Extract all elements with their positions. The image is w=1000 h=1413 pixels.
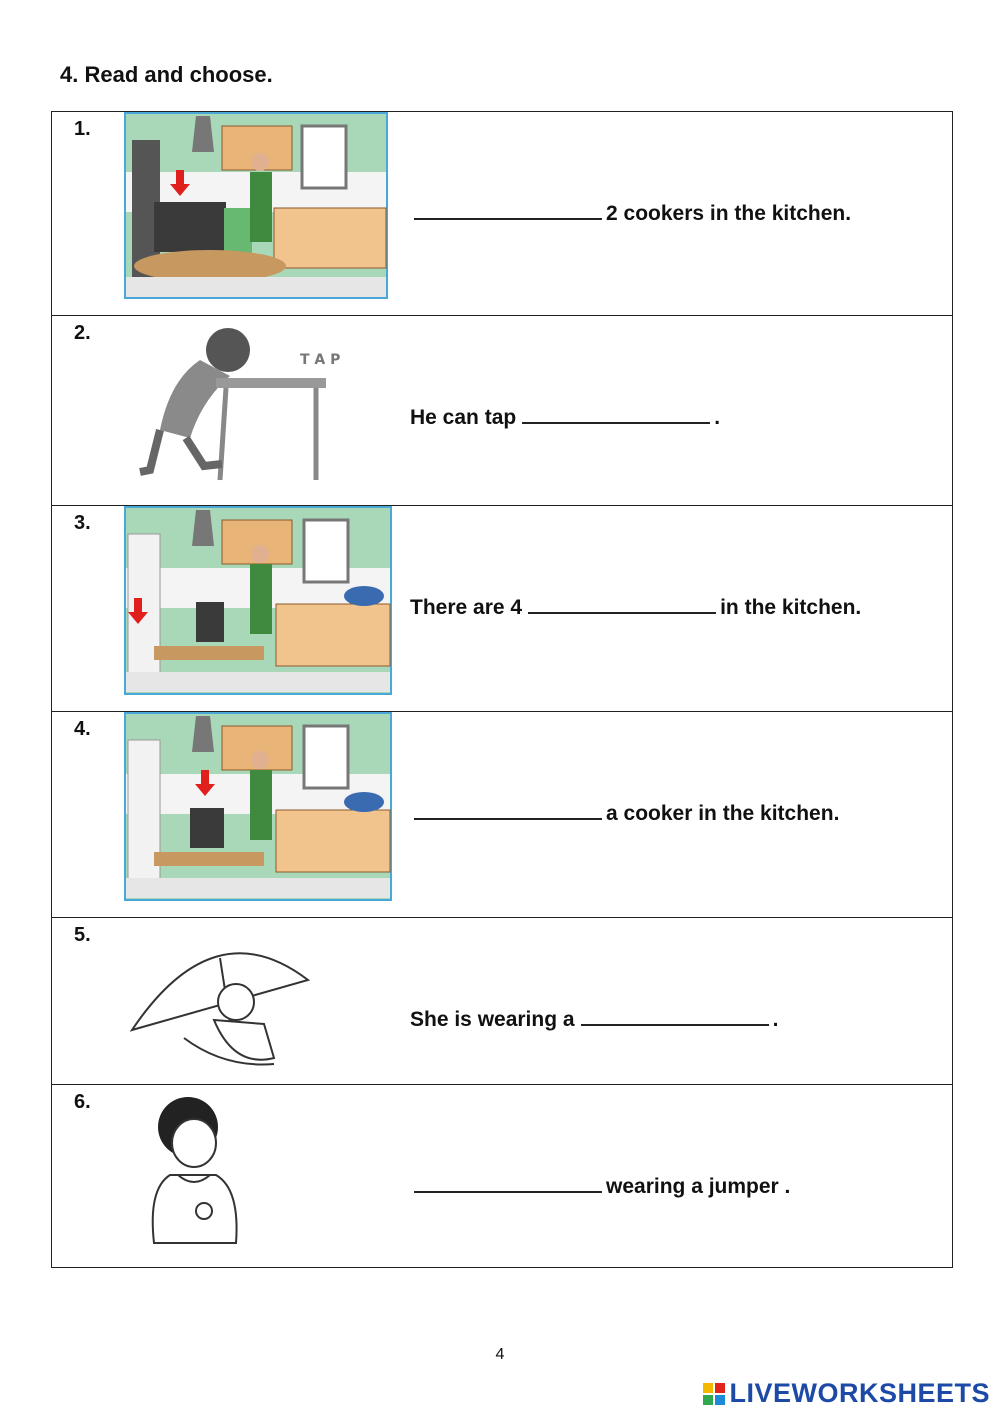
answer-blank[interactable] — [581, 1006, 769, 1026]
exercise-row-1 — [52, 112, 952, 316]
sentence — [410, 1006, 778, 1032]
sentence-after: . — [714, 406, 721, 429]
row-number: 3. — [74, 512, 91, 534]
sentence-before: There are 4 — [410, 596, 523, 619]
exercise-row-3 — [52, 506, 952, 712]
row-number: 5. — [74, 924, 91, 946]
sentence-after: in the kitchen. — [720, 596, 862, 619]
sentence-before: She is wearing a — [410, 1008, 575, 1031]
row-number: 4. — [74, 718, 91, 740]
liveworksheets-logo — [703, 1378, 990, 1409]
exercise-row-5 — [52, 918, 952, 1085]
page-number: 4 — [495, 1346, 505, 1363]
row-number: 2. — [74, 322, 91, 344]
row-number: 1. — [74, 118, 91, 140]
sentence-after: . — [772, 1008, 779, 1031]
row-number: 6. — [74, 1091, 91, 1113]
logo-text: LIVEWORKSHEETS — [729, 1378, 990, 1408]
answer-blank[interactable] — [528, 594, 716, 614]
sentence — [410, 200, 851, 226]
exercise-table — [51, 111, 953, 1268]
kitchen-picture — [124, 712, 392, 901]
sentence — [410, 1173, 790, 1199]
exercise-row-4 — [52, 712, 952, 918]
answer-blank[interactable] — [414, 1173, 602, 1193]
logo-mark-icon — [703, 1383, 725, 1405]
answer-blank[interactable] — [414, 800, 602, 820]
sentence — [410, 800, 839, 826]
boy-jumper-picture — [140, 1093, 250, 1253]
exercise-row-2 — [52, 316, 952, 506]
sentence — [410, 594, 861, 620]
sentence-after: wearing a jumper . — [606, 1175, 791, 1198]
kitchen-picture — [124, 112, 388, 299]
answer-blank[interactable] — [414, 200, 602, 220]
exercise-row-6 — [52, 1085, 952, 1267]
worksheet-title: 4. Read and choose. — [60, 62, 273, 87]
answer-blank[interactable] — [522, 404, 710, 424]
boy-tapping-picture — [130, 320, 356, 486]
svg-text:T A P: T A P — [300, 352, 341, 368]
kitchen-picture — [124, 506, 392, 695]
sentence-after: 2 cookers in the kitchen. — [606, 202, 852, 225]
sentence-after: a cooker in the kitchen. — [606, 802, 840, 825]
girl-umbrella-picture — [124, 918, 314, 1070]
sentence — [410, 404, 720, 430]
sentence-before: He can tap — [410, 406, 517, 429]
